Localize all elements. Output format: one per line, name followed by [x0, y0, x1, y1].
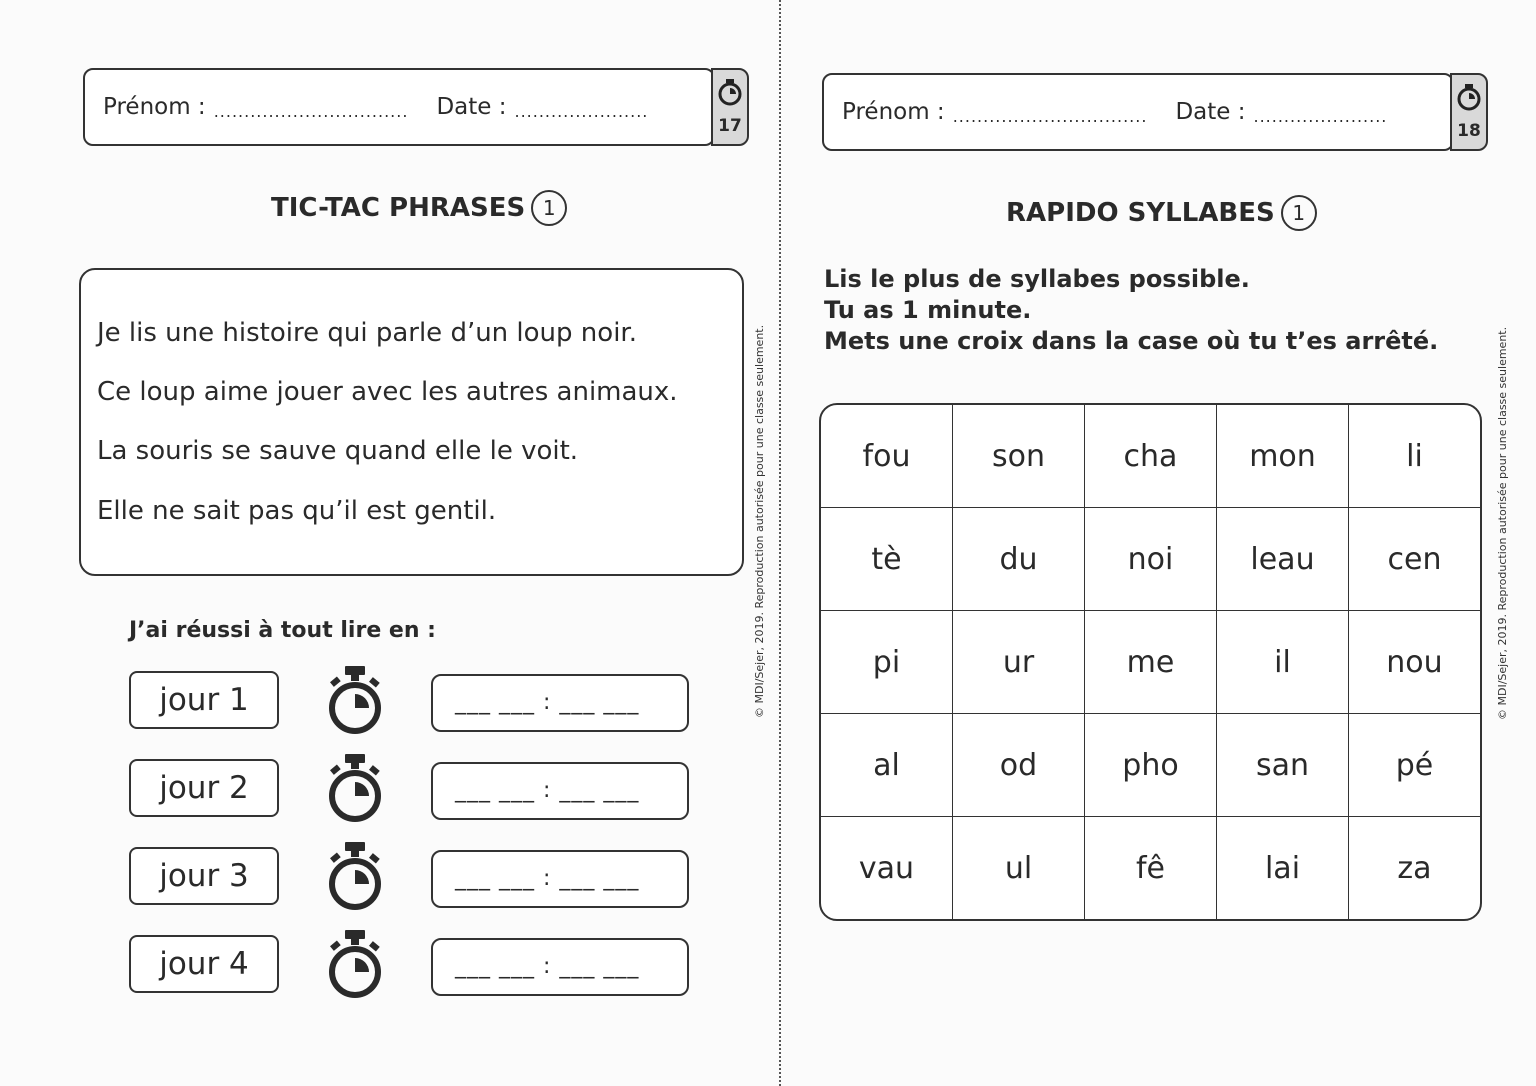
syllable-cell[interactable]: nou [1349, 611, 1480, 714]
syllable-cell[interactable]: lai [1217, 817, 1349, 919]
title-number-badge: 1 [1281, 195, 1317, 231]
time-blanks: ___ ___ : ___ ___ [455, 954, 640, 979]
syllable-cell[interactable]: me [1085, 611, 1217, 714]
date-label: Date : [436, 94, 507, 120]
copyright-note: © MDI/Sejer, 2019. Reproduction autorisée pour une classe seulement. [753, 324, 766, 718]
instructions [824, 264, 1438, 357]
left-header [83, 68, 742, 146]
syllable-cell[interactable]: leau [1217, 508, 1349, 611]
time-blanks: ___ ___ : ___ ___ [455, 690, 640, 715]
syllable-cell[interactable]: pé [1349, 714, 1480, 817]
syllable-cell[interactable]: san [1217, 714, 1349, 817]
stopwatch-icon [718, 78, 742, 106]
syllable-cell[interactable]: vau [821, 817, 953, 919]
syllable-grid [819, 403, 1482, 921]
sentence: Ce loup aime jouer avec les autres animaux. [97, 377, 678, 407]
prenom-field[interactable]: ................................ [952, 106, 1148, 126]
syllable-cell[interactable]: tè [821, 508, 953, 611]
grid-row [821, 817, 1480, 919]
sentence: Elle ne sait pas qu’il est gentil. [97, 496, 497, 526]
syllable-cell[interactable]: fou [821, 405, 953, 508]
syllable-cell[interactable]: du [953, 508, 1085, 611]
syllable-cell[interactable]: al [821, 714, 953, 817]
page-tab [1450, 73, 1488, 151]
page-number: 17 [718, 116, 742, 136]
date-label: Date : [1175, 99, 1246, 125]
time-input[interactable] [431, 762, 689, 820]
prenom-field[interactable]: ................................ [213, 101, 409, 121]
syllable-cell[interactable]: cen [1349, 508, 1480, 611]
stopwatch-icon [1457, 83, 1481, 111]
syllable-cell[interactable]: za [1397, 850, 1432, 886]
title-number-badge: 1 [531, 190, 567, 226]
sentence: Je lis une histoire qui parle d’un loup noir. [97, 318, 637, 348]
syllable-cell[interactable]: pi [821, 611, 953, 714]
day-label: jour 2 [129, 759, 279, 817]
syllable-cell[interactable]: il [1217, 611, 1349, 714]
stopwatch-icon [324, 664, 386, 736]
syllable-cell[interactable]: pho [1085, 714, 1217, 817]
day-label: jour 3 [129, 847, 279, 905]
time-input[interactable] [431, 674, 689, 732]
time-blanks: ___ ___ : ___ ___ [455, 778, 640, 803]
syllable-cell[interactable]: noi [1085, 508, 1217, 611]
syllable-cell[interactable]: son [953, 405, 1085, 508]
syllable-cell[interactable]: li [1349, 405, 1480, 508]
right-name-row [842, 75, 1387, 149]
syllable-cell[interactable]: ur [953, 611, 1085, 714]
day-label: jour 1 [129, 671, 279, 729]
stopwatch-icon [324, 928, 386, 1000]
page-divider [779, 0, 781, 1086]
sentences-box [79, 268, 744, 576]
grid-row [821, 405, 1480, 508]
date-field[interactable]: ...................... [514, 101, 649, 121]
title-text: RAPIDO SYLLABES [1006, 198, 1275, 228]
day-label: jour 4 [129, 935, 279, 993]
copyright-note: © MDI/Sejer, 2019. Reproduction autorisée pour une classe seulement. [1496, 326, 1509, 720]
prenom-label: Prénom : [103, 94, 206, 120]
page-tab [711, 68, 749, 146]
right-header [822, 73, 1481, 151]
syllable-cell[interactable]: ul [953, 817, 1085, 919]
instruction-line: Lis le plus de syllabes possible. [824, 265, 1250, 293]
success-label: J’ai réussi à tout lire en : [129, 618, 436, 643]
right-title [1006, 195, 1317, 231]
syllable-cell[interactable]: fê [1085, 817, 1217, 919]
prenom-label: Prénom : [842, 99, 945, 125]
stopwatch-icon [324, 840, 386, 912]
title-text: TIC-TAC PHRASES [271, 193, 526, 223]
stopwatch-icon [324, 752, 386, 824]
date-field[interactable]: ...................... [1253, 106, 1388, 126]
sentence: La souris se sauve quand elle le voit. [97, 436, 579, 466]
instruction-line: Tu as 1 minute. [824, 296, 1032, 324]
time-input[interactable] [431, 850, 689, 908]
left-title [271, 190, 567, 226]
instruction-line: Mets une croix dans la case où tu t’es arrêté. [824, 327, 1439, 355]
time-input[interactable] [431, 938, 689, 996]
page-number: 18 [1457, 121, 1481, 141]
grid-row [821, 611, 1480, 714]
grid-row [821, 714, 1480, 817]
grid-row [821, 508, 1480, 611]
time-blanks: ___ ___ : ___ ___ [455, 866, 640, 891]
syllable-cell[interactable]: od [953, 714, 1085, 817]
left-name-row [103, 70, 648, 144]
syllable-cell[interactable]: mon [1217, 405, 1349, 508]
syllable-cell[interactable]: cha [1085, 405, 1217, 508]
